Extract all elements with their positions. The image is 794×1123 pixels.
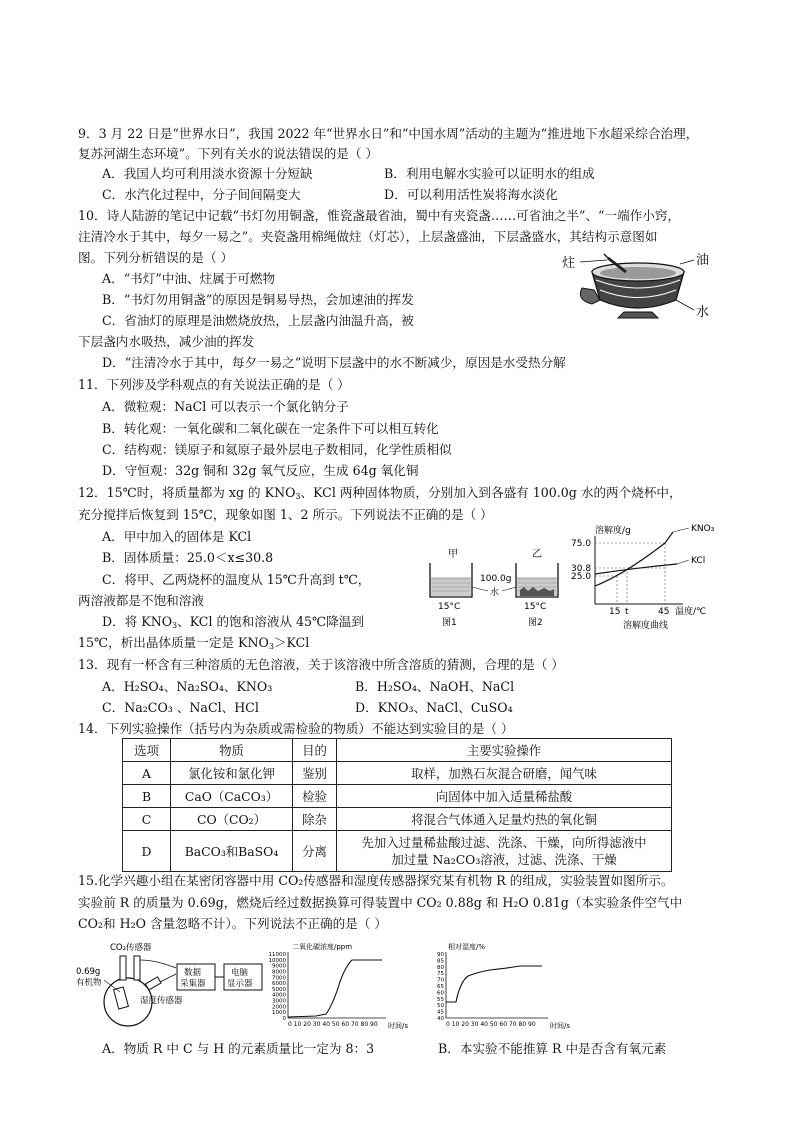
solubility-kno3-label: KNO₃ — [691, 524, 715, 534]
y-tick-label: 45 — [437, 1009, 444, 1016]
lamp-label-water: 水 — [696, 305, 710, 320]
q12-stem-line1: 12．15℃时，将质量都为 xg 的 $KNO_3$、KCl 两种固体物质，分别加入到各盛有 100.0g 水的两个烧杯中， — [78, 485, 682, 501]
header-cell: 主要实验操作 — [337, 739, 672, 762]
co2-chart-title: 二氧化碳浓度/ppm — [292, 943, 353, 951]
fig2-caption: 图2 — [528, 618, 543, 628]
header-cell: 物质 — [171, 739, 293, 762]
beaker-label-jia: 甲 — [448, 549, 458, 560]
table-cell: B — [123, 785, 171, 808]
y-tick-label: 8000 — [272, 969, 286, 976]
y-tick-label: 11000 — [268, 952, 286, 958]
y-tick-label: 0 — [282, 1016, 286, 1022]
table-cell: C — [123, 808, 171, 831]
y-tick-label: 9000 — [272, 963, 286, 970]
humidity-chart-title: 相对湿度/% — [448, 943, 486, 951]
q12-option-c-line1: C．将甲、乙两烧杯的温度从 15℃升高到 t℃， — [102, 572, 371, 587]
table-cell: BaCO₃和BaSO₄ — [171, 831, 293, 872]
q15-stem-line1: 15.化学兴趣小组在某密闭容器中用 CO₂传感器和湿度传感器探究某有机物 R 的组成，实验装置如图所示。 — [78, 873, 674, 888]
humidity-chart-xticks: 0 10 20 30 40 50 60 70 80 90 — [446, 1021, 536, 1028]
co2-sensor-label: CO₂传感器 — [110, 943, 152, 953]
fig1-caption: 图1 — [442, 618, 457, 628]
y-tick-label: 80 — [437, 964, 444, 971]
q9-option-a: A．我国人均可利用淡水资源十分短缺 — [102, 166, 313, 181]
solubility-chart — [565, 522, 725, 630]
solubility-xtick-45: 45 — [658, 607, 670, 617]
rowd-op-line2: 加过量 Na₂CO₃溶液，过滤、洗涤、干燥 — [391, 852, 617, 867]
table-header-row — [123, 739, 672, 762]
solubility-xlabel: 温度/℃ — [675, 607, 707, 617]
q13-stem: 13．现有一杯含有三种溶质的无色溶液，关于该溶液中所含溶质的猜测，合理的是（ ） — [78, 657, 564, 672]
y-tick-label: 4000 — [272, 992, 286, 999]
solubility-ytick-75: 75.0 — [571, 539, 592, 549]
beaker2-temp: 15°C — [524, 602, 547, 612]
q9-stem-line2: 复苏河湖生态环境”。下列有关水的说法错误的是（ ） — [78, 146, 379, 161]
y-tick-label: 2000 — [272, 1004, 286, 1011]
q14-table — [122, 738, 672, 872]
beakers-figure — [420, 545, 568, 630]
q10-option-b: B．“书灯勿用铜盏”的原因是铜易导热，会加速油的挥发 — [102, 292, 414, 307]
rowd-op-line1: 先加入过量稀盐酸过滤、洗涤、干燥，向所得滤液中 — [361, 835, 647, 850]
header-cell: 目的 — [293, 739, 337, 762]
q15-option-b: B．本实验不能推算 R 中是否含有氧元素 — [438, 1041, 667, 1056]
table-cell: 取样，加熟石灰混合研磨，闻气味 — [337, 762, 672, 785]
y-tick-label: 90 — [437, 952, 444, 958]
q11-option-a: A．微粒观：NaCl 可以表示一个氯化钠分子 — [102, 399, 349, 414]
y-tick-label: 1000 — [272, 1010, 286, 1017]
table-cell: CO（CO₂） — [171, 808, 293, 831]
solubility-ytick-30-8: 30.8 — [571, 564, 592, 574]
humidity-chart — [430, 940, 590, 1030]
co2-chart-xlabel: 时间/s — [388, 1022, 409, 1030]
y-tick-label: 60 — [437, 990, 444, 997]
beaker-mass-label: 100.0g — [480, 574, 512, 584]
solubility-xtick-15: 15 — [609, 607, 621, 617]
display-label-2: 显示器 — [227, 979, 253, 989]
q13-option-b: B．H₂SO₄、NaOH、NaCl — [355, 679, 515, 694]
y-tick-label: 5000 — [272, 986, 286, 993]
table-cell — [337, 831, 672, 872]
table-row — [123, 785, 672, 808]
q10-option-c-line2: 下层盏内水吸热，减少油的挥发 — [78, 334, 255, 349]
table-cell: 检验 — [293, 785, 337, 808]
y-tick-label: 50 — [437, 1003, 444, 1010]
table-cell: 鉴别 — [293, 762, 337, 785]
q15-stem-line2: 实验前 R 的质量为 0.69g，燃烧后经过数据换算可得装置中 CO₂ 0.88g 和 H₂O 0.81g（本实验条件空气中 — [78, 895, 683, 910]
q10-stem-line2: 注清冷水于其中，每夕一易之”。夹瓷盏用棉绳做炷（灯芯），上层盏盛油，下层盏盛水，其结构示意图如 — [78, 229, 658, 244]
organic-mass-label: 0.69g — [76, 967, 101, 977]
y-tick-label: 7000 — [272, 975, 286, 982]
q10-stem-line3: 图。下列分析错误的是（ ） — [78, 250, 234, 265]
table-cell: A — [123, 762, 171, 785]
q12-option-b: B．固体质量：25.0＜x≤30.8 — [102, 550, 274, 565]
y-tick-label: 85 — [437, 958, 444, 965]
q10-option-d: D．“注清冷水于其中，每夕一易之”说明下层盏中的水不断减少，原因是水受热分解 — [102, 355, 566, 370]
table-row — [123, 762, 672, 785]
q13-option-d: D．KNO₃、NaCl、CuSO₄ — [355, 700, 513, 715]
q12-option-a: A．甲中加入的固体是 KCl — [102, 529, 252, 544]
table-cell: 氯化铵和氯化钾 — [171, 762, 293, 785]
lamp-label-zhu: 炷 — [562, 256, 576, 271]
table-cell: 分离 — [293, 831, 337, 872]
solubility-kcl-label: KCl — [691, 556, 706, 566]
q10-option-a: A．“书灯”中油、炷属于可燃物 — [102, 271, 276, 286]
table-cell: 除杂 — [293, 808, 337, 831]
sensor-apparatus-figure — [76, 940, 276, 1030]
q11-option-c: C．结构观：镁原子和氦原子最外层电子数相同，化学性质相似 — [102, 442, 452, 457]
q12-option-c-line2: 两溶液都是不饱和溶液 — [78, 593, 204, 608]
display-label-1: 电脑 — [231, 968, 249, 978]
co2-chart-xticks: 0 10 20 30 40 50 60 70 80 90 — [288, 1021, 378, 1028]
q14-stem: 14．下列实验操作（括号内为杂质或需检验的物质）不能达到实验目的是（ ） — [78, 721, 514, 736]
q12-stem-line2: 充分搅拌后恢复到 15℃，现象如图 1、2 所示。下列说法不正确的是（ ） — [78, 507, 493, 522]
q13-option-c: C．Na₂CO₃ 、NaCl、HCl — [102, 700, 259, 715]
q12-option-d-line2: 15℃，析出晶体质量一定是 $KNO_3>KCl$ — [78, 635, 310, 651]
humidity-sensor-label: 湿度传感器 — [140, 996, 183, 1006]
y-tick-label: 75 — [437, 971, 444, 978]
humidity-chart-xlabel: 时间/s — [550, 1022, 571, 1030]
solubility-xtick-t: t — [625, 607, 629, 617]
q10-option-c-line1: C．省油灯的原理是油燃烧放热，上层盏内油温升高，被 — [102, 313, 414, 328]
collector-label-2: 采集器 — [180, 979, 206, 989]
table-row — [123, 808, 672, 831]
y-tick-label: 3000 — [272, 998, 286, 1005]
collector-label-1: 数据 — [184, 968, 202, 978]
y-tick-label: 40 — [437, 1016, 444, 1022]
q9-stem-line1: 9．3 月 22 日是“世界水日”，我国 2022 年“世界水日”和“中国水周”活动的主题为“推进地下水超采综合治理， — [78, 126, 699, 141]
solubility-caption: 溶解度曲线 — [623, 621, 669, 630]
q11-option-b: B．转化观：一氧化碳和二氧化碳在一定条件下可以相互转化 — [102, 421, 439, 436]
lamp-label-oil: 油 — [696, 253, 710, 268]
y-tick-label: 55 — [437, 996, 444, 1003]
y-tick-label: 70 — [437, 977, 444, 984]
table-cell: CaO（CaCO₃） — [171, 785, 293, 808]
solubility-ylabel: 溶解度/g — [595, 526, 631, 536]
q12-option-d-line1: D．将 $KNO_3$、KCl 的饱和溶液从 45℃降温到 — [102, 614, 364, 630]
table-cell: D — [123, 831, 171, 872]
organic-label: 有机物 — [76, 978, 102, 988]
q9-option-b: B．利用电解水实验可以证明水的组成 — [384, 166, 595, 181]
y-tick-label: 6000 — [272, 981, 286, 988]
q9-option-c: C．水汽化过程中，分子间间隔变大 — [102, 187, 301, 202]
header-cell: 选项 — [123, 739, 171, 762]
q13-option-a: A．H₂SO₄、Na₂SO₄、KNO₃ — [102, 679, 273, 694]
q15-option-a: A．物质 R 中 C 与 H 的元素质量比一定为 8：3 — [102, 1041, 375, 1056]
oil-lamp-figure — [552, 250, 722, 330]
table-cell: 向固体中加入适量稀盐酸 — [337, 785, 672, 808]
table-cell: 将混合气体通入足量灼热的氧化铜 — [337, 808, 672, 831]
q9-option-d: D．可以利用活性炭将海水淡化 — [384, 187, 558, 202]
table-row — [123, 831, 672, 872]
q15-stem-line3: CO₂和 H₂O 含量忽略不计）。下列说法不正确的是（ ） — [78, 916, 387, 931]
y-tick-label: 10000 — [268, 957, 286, 964]
q11-stem: 11．下列涉及学科观点的有关说法正确的是（ ） — [78, 377, 350, 392]
co2-concentration-chart — [258, 940, 423, 1030]
q11-option-d: D．守恒观：32g 铜和 32g 氧气反应，生成 64g 氧化铜 — [102, 463, 419, 478]
y-tick-label: 65 — [437, 984, 444, 990]
beaker-label-yi: 乙 — [532, 549, 542, 560]
beaker1-temp: 15°C — [438, 602, 461, 612]
solubility-ytick-25: 25.0 — [571, 572, 592, 582]
q10-stem-line1: 10．诗人陆游的笔记中记载“书灯勿用铜盏，惟瓷盏最省油，蜀中有夹瓷盏……可省油之半”、“一端作小窍， — [78, 208, 681, 223]
beaker-water-label: 水 — [490, 588, 500, 598]
